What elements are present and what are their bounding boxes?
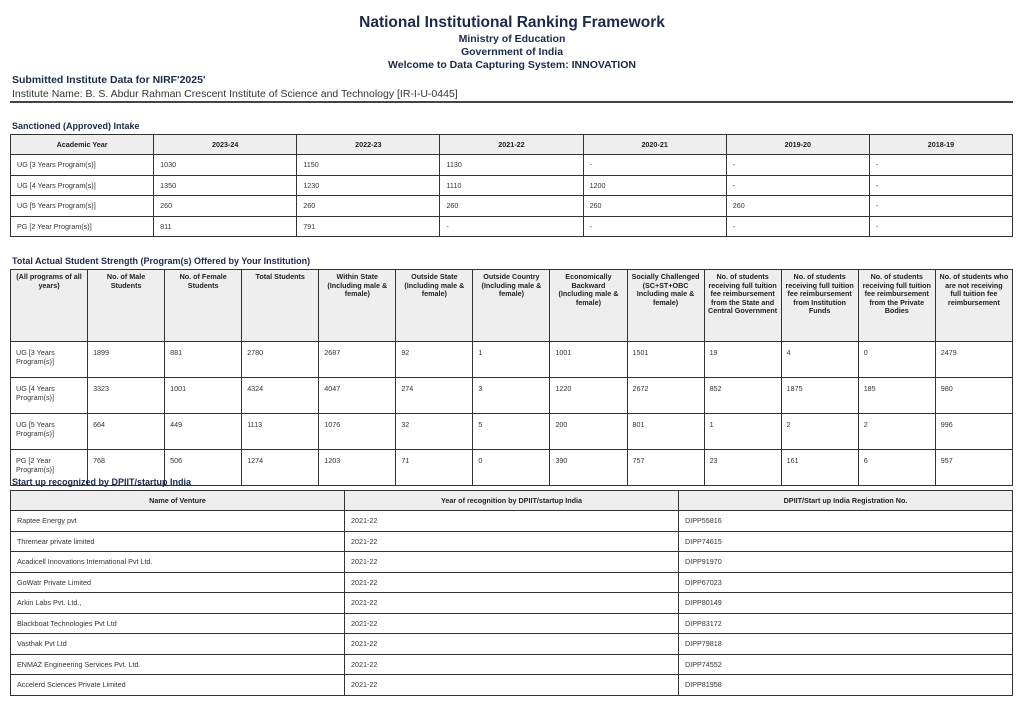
table-cell: UG [5 Years Program(s)] — [11, 414, 88, 450]
table-cell: 0 — [858, 342, 935, 378]
table-cell: 811 — [154, 216, 297, 237]
table-cell: 4 — [781, 342, 858, 378]
table-cell: 2 — [781, 414, 858, 450]
column-header: No. of students who are not receiving full tuition fee reimbursement — [935, 270, 1012, 342]
startup-section-title: Start up recognized by DPIIT/startup India — [12, 477, 192, 487]
table-cell: 32 — [396, 414, 473, 450]
column-header: 2022-23 — [297, 135, 440, 155]
submission-heading: Submitted Institute Data for NIRF'2025' — [12, 74, 206, 86]
strength-section-title: Total Actual Student Strength (Program(s) Offered by Your Institution) — [12, 256, 311, 266]
recognition-year: 2021-22 — [345, 552, 679, 573]
registration-no: DIPP91970 — [679, 552, 1013, 573]
table-row — [11, 414, 1013, 450]
table-cell: 4324 — [242, 378, 319, 414]
table-cell: 449 — [165, 414, 242, 450]
table-cell: UG [3 Years Program(s)] — [11, 342, 88, 378]
table-cell: - — [726, 216, 869, 237]
welcome-subtitle: Welcome to Data Capturing System: INNOVATION — [388, 59, 636, 71]
table-cell: 791 — [297, 216, 440, 237]
column-header: 2019-20 — [726, 135, 869, 155]
table-cell: 260 — [726, 196, 869, 217]
table-cell: 1274 — [242, 450, 319, 486]
column-header: Year of recognition by DPIIT/startup India — [345, 491, 679, 511]
table-cell: 1203 — [319, 450, 396, 486]
table-row — [11, 613, 1013, 634]
table-cell: 881 — [165, 342, 242, 378]
column-header: No. of Female Students — [165, 270, 242, 342]
table-row — [11, 675, 1013, 696]
table-cell: 19 — [704, 342, 781, 378]
institute-name: Institute Name: B. S. Abdur Rahman Crescent Institute of Science and Technology [IR-I-U-0445] — [12, 88, 458, 100]
table-cell: 2780 — [242, 342, 319, 378]
ministry-subtitle: Ministry of Education — [458, 33, 566, 45]
column-header: 2018-19 — [869, 135, 1012, 155]
table-cell: - — [726, 175, 869, 196]
table-cell: 768 — [88, 450, 165, 486]
column-header: Economically Backward (Including male & female) — [550, 270, 627, 342]
table-cell: 1 — [473, 342, 550, 378]
registration-no: DIPP81958 — [679, 675, 1013, 696]
recognition-year: 2021-22 — [345, 634, 679, 655]
table-cell: 0 — [473, 450, 550, 486]
column-header: No. of students receiving full tuition fee reimbursement from the State and Central Government — [704, 270, 781, 342]
table-row — [11, 155, 1013, 176]
table-cell: 1113 — [242, 414, 319, 450]
table-cell: 957 — [935, 450, 1012, 486]
column-header: 2020-21 — [583, 135, 726, 155]
column-header: No. of students receiving full tuition fee reimbursement from the Private Bodies — [858, 270, 935, 342]
table-cell: 4047 — [319, 378, 396, 414]
table-cell: - — [583, 155, 726, 176]
registration-no: DIPP74615 — [679, 531, 1013, 552]
column-header: DPIIT/Start up India Registration No. — [679, 491, 1013, 511]
table-cell: UG [5 Years Program(s)] — [11, 196, 154, 217]
table-cell: 200 — [550, 414, 627, 450]
table-row — [11, 531, 1013, 552]
table-cell: 980 — [935, 378, 1012, 414]
header-divider — [10, 101, 1013, 103]
table-cell: 23 — [704, 450, 781, 486]
page-title: National Institutional Ranking Framework — [359, 14, 665, 31]
table-cell: PG [2 Year Program(s)] — [11, 450, 88, 486]
table-cell: 1501 — [627, 342, 704, 378]
table-row — [11, 654, 1013, 675]
table-row — [11, 196, 1013, 217]
table-cell: 852 — [704, 378, 781, 414]
table-cell: 2672 — [627, 378, 704, 414]
table-header-row — [11, 270, 1013, 342]
table-cell: 1030 — [154, 155, 297, 176]
table-cell: 1899 — [88, 342, 165, 378]
table-row — [11, 593, 1013, 614]
venture-name: GoWatr Private Limited — [11, 572, 345, 593]
table-cell: 1875 — [781, 378, 858, 414]
table-cell: UG [4 Years Program(s)] — [11, 175, 154, 196]
recognition-year: 2021-22 — [345, 613, 679, 634]
table-cell: 6 — [858, 450, 935, 486]
venture-name: Arkin Labs Pvt. Ltd., — [11, 593, 345, 614]
venture-name: Accelerd Sciences Private Limited — [11, 675, 345, 696]
table-cell: 260 — [440, 196, 583, 217]
table-cell: - — [726, 155, 869, 176]
table-cell: 1001 — [550, 342, 627, 378]
table-cell: 1001 — [165, 378, 242, 414]
table-cell: 2 — [858, 414, 935, 450]
recognition-year: 2021-22 — [345, 572, 679, 593]
table-cell: UG [3 Years Program(s)] — [11, 155, 154, 176]
table-cell: 71 — [396, 450, 473, 486]
table-cell: - — [440, 216, 583, 237]
column-header: (All programs of all years) — [11, 270, 88, 342]
column-header: Total Students — [242, 270, 319, 342]
registration-no: DIPP80149 — [679, 593, 1013, 614]
table-cell: 92 — [396, 342, 473, 378]
table-cell: 260 — [154, 196, 297, 217]
table-cell: - — [583, 216, 726, 237]
column-header: Name of Venture — [11, 491, 345, 511]
table-cell: - — [869, 155, 1012, 176]
table-cell: - — [869, 216, 1012, 237]
table-cell: 1200 — [583, 175, 726, 196]
venture-name: ENMAZ Engineering Services Pvt. Ltd. — [11, 654, 345, 675]
table-cell: 1230 — [297, 175, 440, 196]
table-cell: 1130 — [440, 155, 583, 176]
recognition-year: 2021-22 — [345, 593, 679, 614]
recognition-year: 2021-22 — [345, 675, 679, 696]
table-cell: 996 — [935, 414, 1012, 450]
column-header: Within State (Including male & female) — [319, 270, 396, 342]
recognition-year: 2021-22 — [345, 654, 679, 675]
venture-name: Thremear private limited — [11, 531, 345, 552]
startup-table — [10, 490, 1013, 696]
registration-no: DIPP55816 — [679, 511, 1013, 532]
table-cell: 1350 — [154, 175, 297, 196]
table-cell: 390 — [550, 450, 627, 486]
table-cell: UG [4 Years Program(s)] — [11, 378, 88, 414]
recognition-year: 2021-22 — [345, 511, 679, 532]
column-header: 2021-22 — [440, 135, 583, 155]
column-header: No. of students receiving full tuition fee reimbursement from Institution Funds — [781, 270, 858, 342]
column-header: Outside State (Including male & female) — [396, 270, 473, 342]
column-header: No. of Male Students — [88, 270, 165, 342]
table-header-row — [11, 135, 1013, 155]
table-row — [11, 634, 1013, 655]
table-row — [11, 342, 1013, 378]
table-cell: 1220 — [550, 378, 627, 414]
table-row — [11, 216, 1013, 237]
table-cell: 260 — [583, 196, 726, 217]
table-cell: 3 — [473, 378, 550, 414]
registration-no: DIPP74552 — [679, 654, 1013, 675]
table-cell: 2479 — [935, 342, 1012, 378]
venture-name: Vasthak Pvt Ltd — [11, 634, 345, 655]
venture-name: Acadicell Innovations International Pvt Ltd. — [11, 552, 345, 573]
table-cell: 3323 — [88, 378, 165, 414]
registration-no: DIPP83172 — [679, 613, 1013, 634]
table-header-row — [11, 491, 1013, 511]
table-cell: 801 — [627, 414, 704, 450]
intake-table — [10, 134, 1013, 237]
table-cell: 5 — [473, 414, 550, 450]
table-cell: 1110 — [440, 175, 583, 196]
recognition-year: 2021-22 — [345, 531, 679, 552]
table-cell: 757 — [627, 450, 704, 486]
column-header: 2023-24 — [154, 135, 297, 155]
government-subtitle: Government of India — [460, 46, 564, 58]
table-row — [11, 552, 1013, 573]
table-row — [11, 572, 1013, 593]
venture-name: Raptee Energy pvt — [11, 511, 345, 532]
strength-table — [10, 269, 1013, 486]
table-cell: 2687 — [319, 342, 396, 378]
table-row — [11, 175, 1013, 196]
registration-no: DIPP79818 — [679, 634, 1013, 655]
column-header: Academic Year — [11, 135, 154, 155]
table-cell: 506 — [165, 450, 242, 486]
table-cell: 274 — [396, 378, 473, 414]
table-cell: PG [2 Year Program(s)] — [11, 216, 154, 237]
intake-section-title: Sanctioned (Approved) Intake — [12, 121, 140, 131]
column-header: Socially Challenged (SC+ST+OBC Including male & female) — [627, 270, 704, 342]
table-cell: 1076 — [319, 414, 396, 450]
table-cell: 1150 — [297, 155, 440, 176]
table-cell: 664 — [88, 414, 165, 450]
table-row — [11, 511, 1013, 532]
table-cell: - — [869, 175, 1012, 196]
table-cell: 1 — [704, 414, 781, 450]
table-cell: - — [869, 196, 1012, 217]
table-cell: 185 — [858, 378, 935, 414]
venture-name: Blackboat Technologies Pvt Ltd — [11, 613, 345, 634]
registration-no: DIPP67023 — [679, 572, 1013, 593]
column-header: Outside Country (Including male & female) — [473, 270, 550, 342]
table-cell: 260 — [297, 196, 440, 217]
table-cell: 161 — [781, 450, 858, 486]
table-row — [11, 378, 1013, 414]
